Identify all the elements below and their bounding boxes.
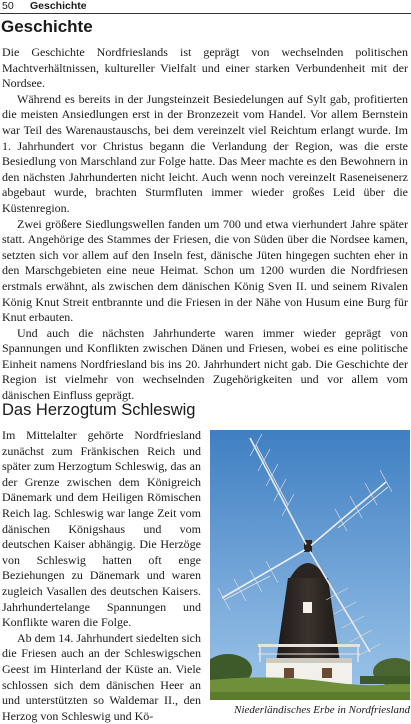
- intro-paragraph: Die Geschichte Nordfrieslands ist geprägt von wechselnden politischen Machtverhältnissen, kultureller Vielfalt und einer starken Verbundenheit mit der Nordsee.: [2, 45, 408, 91]
- intro-paragraph: Während es bereits in der Jungsteinzeit Besiedelungen auf Sylt gab, profitierten die meisten Ansiedlungen erst in der Bronzezeit vom Handel. Vor allem Bernstein war Teil des Warenaustauschs, bei dem vereinzelt viel Reichtum erlangt wurde. Im 1. Jahrhundert vor Christus begann die Verlandung der Region, was die erste Besiedlung von Marschland zur Folge hatte. Das Meer machte es den Bewohnern in den nächsten Jahrhunderten nicht leicht. Auch wenn noch vereinzelt Raseneisenerz abgebaut wurde, brachten Sturmfluten immer wieder großes Leid über die Küstenregion.: [2, 91, 408, 215]
- running-head: [0, 0, 411, 12]
- intro-paragraph: Zwei größere Siedlungswellen fanden um 700 und etwa vierhundert Jahre später statt. Angehörige des Stammes der Friesen, die von Süden über die Nordsee kamen, setzten sich vor allem auf den Inseln fest, dänische Jüten hingegen suchten eher in den Marschgebieten eine neue Heimat. Schon um 1200 wurden die Nordfriesen erstmals erwähnt, als zwischen dem dänischen König Sven II. und seinem Rivalen König Knut Streit entbrannte und die Friesen in der Nähe von Husum eine Burg für Knut erbauten.: [2, 216, 408, 325]
- running-head-section: Geschichte: [30, 0, 87, 12]
- header-rule: [0, 13, 411, 14]
- subsection-paragraph: Im Mittelalter gehörte Nordfriesland zunächst zum Fränkischen Reich und später zum Herzogtum Schleswig, das an der Grenze zwischen dem Königreich Dänemark und dem Heiligen Römischen Reich lag. Schleswig war lange Zeit vom dänischen Königshaus und vom deutschen Kaiser abhängig. Die Herzöge von Schleswig hatten oft enge Beziehungen zu Dänemark und waren zugleich Vasallen des deutschen Kaisers. Jahrhundertelange Spannungen und Konflikte waren die Folge.: [2, 428, 201, 630]
- photo-caption: Niederländisches Erbe in Nordfriesland: [234, 704, 410, 716]
- subsection-paragraph: Ab dem 14. Jahrhundert siedelten sich die Friesen auch an der Schleswigschen Geest im Hinterland der Küste an. Viele schlossen sich dem dänischen Heer an und unterstützten so Waldemar II., den Herzog von Schleswig und Kö-: [2, 630, 201, 723]
- windmill-illustration: [210, 430, 410, 700]
- section-title: Geschichte: [1, 17, 93, 36]
- subsection-text: [2, 428, 201, 724]
- intro-text: [2, 45, 408, 404]
- page-number: 50: [2, 0, 14, 12]
- subsection-title: Das Herzogtum Schleswig: [2, 401, 196, 419]
- intro-paragraph: Und auch die nächsten Jahrhunderte waren immer wieder geprägt von Spannungen und Konflikten zwischen Dänen und Friesen, wobei es eine politische Einheit namens Nordfriesland bis ins 20. Jahrhundert nicht gab. Die Geschichte der Region ist vielmehr von wechselnden Zugehörigkeiten und vor allem vom dänischen Einfluss geprägt.: [2, 325, 408, 403]
- windmill-photo: [210, 430, 410, 700]
